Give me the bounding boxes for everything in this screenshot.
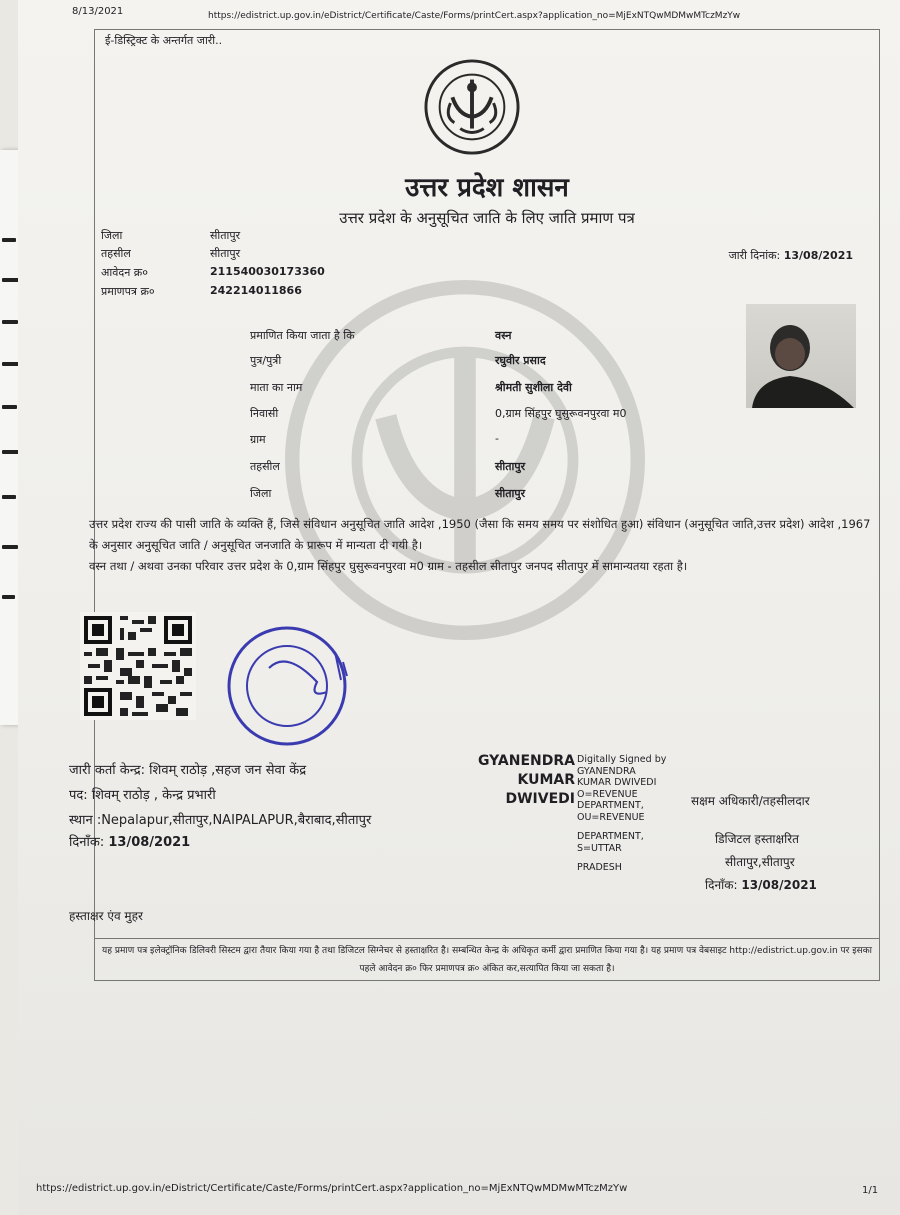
tehsil-value: सीतापुर [210, 247, 241, 260]
sign-info-line-2: GYANENDRA [577, 765, 636, 777]
field-district-label: जिला [250, 487, 272, 500]
field-village-value: - [495, 432, 499, 445]
sign-info-line-4: O=REVENUE [577, 788, 638, 800]
person-silhouette-icon [746, 304, 856, 408]
sign-info-spacer [577, 823, 666, 831]
print-date: 8/13/2021 [72, 6, 124, 17]
issuing-post: पद: शिवम् राठोड़ , केन्द्र प्रभारी [69, 788, 216, 803]
application-label: आवेदन क्र० [101, 266, 148, 279]
signer-name-line-3: DWIVEDI [505, 791, 575, 807]
field-mother-label: माता का नाम [250, 381, 303, 394]
issuing-date [69, 832, 190, 850]
issuing-center: जारी कर्ता केन्द्र: शिवम् राठोड़ ,सहज जन सेवा केंद्र [69, 763, 307, 778]
field-certified-label: प्रमाणित किया जाता है कि [250, 329, 355, 342]
sign-info-line-8: DEPARTMENT, [577, 831, 644, 842]
field-village-label: ग्राम [250, 433, 266, 446]
field-tehsil-value: सीतापुर [495, 460, 526, 473]
issuing-date-label: दिनाँक: [69, 835, 105, 850]
field-parent-label: पुत्र/पुत्री [250, 354, 282, 367]
digital-signature-info [577, 754, 666, 874]
page-number: 1/1 [862, 1185, 879, 1196]
field-mother-value: श्रीमती सुशीला देवी [495, 381, 572, 394]
authority-place: सीतापुर,सीतापुर [725, 855, 795, 869]
digital-signature-label: डिजिटल हस्ताक्षरित [715, 832, 799, 846]
footer-note: यह प्रमाण पत्र इलेक्ट्रॉनिक डिलिवरी सिस्टम द्वारा तैयार किया गया है तथा डिजिटल सिग्नेचर से हस्ताक्षरित है। सम्बन्धित केन्द्र के अधिकृत कर्मी द्वारा प्रमाणित किया गया है। यह प्रमाण पत्र वेबसाइट http://edistrict.up.gov.in पर इसका पहले आवेदन क्र० फिर प्रमाणपत्र क्र० अंकित कर,सत्यापित किया जा सकता है। [102, 946, 872, 974]
sign-info-line-6: OU=REVENUE [577, 811, 645, 823]
district-value: सीतापुर [210, 229, 241, 242]
certificate-number: 242214011866 [210, 284, 302, 297]
certificate-subtitle: उत्तर प्रदेश के अनुसूचित जाति के लिए जाति प्रमाण पत्र [339, 209, 635, 227]
field-residence-label: निवासी [250, 407, 279, 420]
qr-code [79, 612, 197, 720]
sign-info-line-9: S=UTTAR [577, 842, 622, 854]
authority-title: सक्षम अधिकारी/तहसीलदार [691, 794, 810, 808]
signer-name-line-2: KUMAR [517, 772, 575, 788]
sign-info-line-3: KUMAR DWIVEDI [577, 777, 657, 788]
district-label: जिला [101, 229, 123, 242]
issue-date-label: जारी दिनांक: [728, 249, 781, 262]
print-url: https://edistrict.up.gov.in/eDistrict/Certificate/Caste/Forms/printCert.aspx?application_no=MjExNTQwMDMwMTczMzYw [208, 11, 741, 21]
authority-date-label: दिनाँक: [705, 878, 738, 892]
application-number: 211540030173360 [210, 265, 325, 278]
footer-divider [95, 938, 879, 939]
issuing-date-value: 13/08/2021 [108, 835, 191, 850]
issuing-place: स्थान :Nepalapur,सीतापुर,NAIPALAPUR,बैराबाद,सीतापुर [69, 813, 372, 828]
certificate-number-label: प्रमाणपत्र क्र० [101, 285, 155, 298]
sign-info-line-1: Digitally Signed by [577, 754, 667, 765]
signature-and-seal-label: हस्ताक्षर एंव मुहर [69, 909, 143, 923]
tehsil-label: तहसील [101, 247, 131, 260]
caste-statement: उत्तर प्रदेश राज्य की पासी जाति के व्यक्ति हैं, जिसे संविधान अनुसूचित जाति आदेश ,1950 (जैसा कि समय समय पर संशोधित हुआ) संविधान (अनुसूचित जाति,उत्तर प्रदेश) आदेश ,1967 के अनुसार अनुसूचित जाति / अनुसूचित जनजाति के प्रारूप में मान्यता दी गयी है। [89, 517, 871, 552]
field-parent-value: रघुवीर प्रसाद [495, 354, 546, 367]
authority-date [705, 876, 817, 893]
sign-info-spacer-2 [577, 854, 666, 862]
print-footer-url: https://edistrict.up.gov.in/eDistrict/Certificate/Caste/Forms/printCert.aspx?application_no=MjExNTQwMDMwMTczMzYw [36, 1183, 628, 1194]
field-residence-value: 0,ग्राम सिंहपुर घुसुरूवनपुरवा म0 [495, 407, 627, 420]
certificate-title: उत्तर प्रदेश शासन [405, 173, 569, 203]
residence-statement: वस्न तथा / अथवा उनका परिवार उत्तर प्रदेश के 0,ग्राम सिंहपुर घुसुरूवनपुरवा म0 ग्राम - तहसील सीतापुर जनपद सीतापुर में सामान्यतया रहता है। [89, 559, 688, 573]
field-tehsil-label: तहसील [250, 460, 280, 473]
issue-date [729, 248, 853, 263]
signer-name [455, 752, 575, 809]
certificate [69, 29, 880, 981]
applicant-photo [746, 304, 856, 408]
top-note: ई-डिस्ट्रिक्ट के अन्तर्गत जारी.. [105, 34, 223, 47]
issue-date-value: 13/08/2021 [783, 249, 853, 262]
up-government-emblem [423, 58, 521, 156]
field-district-value: सीतापुर [495, 487, 526, 500]
field-certified-value: वस्न [495, 329, 512, 342]
sign-info-line-11: PRADESH [577, 862, 622, 873]
signer-name-line-1: GYANENDRA [477, 753, 575, 769]
authority-date-value: 13/08/2021 [741, 878, 817, 892]
sign-info-line-5: DEPARTMENT, [577, 800, 644, 811]
official-seal-stamp [217, 622, 367, 747]
